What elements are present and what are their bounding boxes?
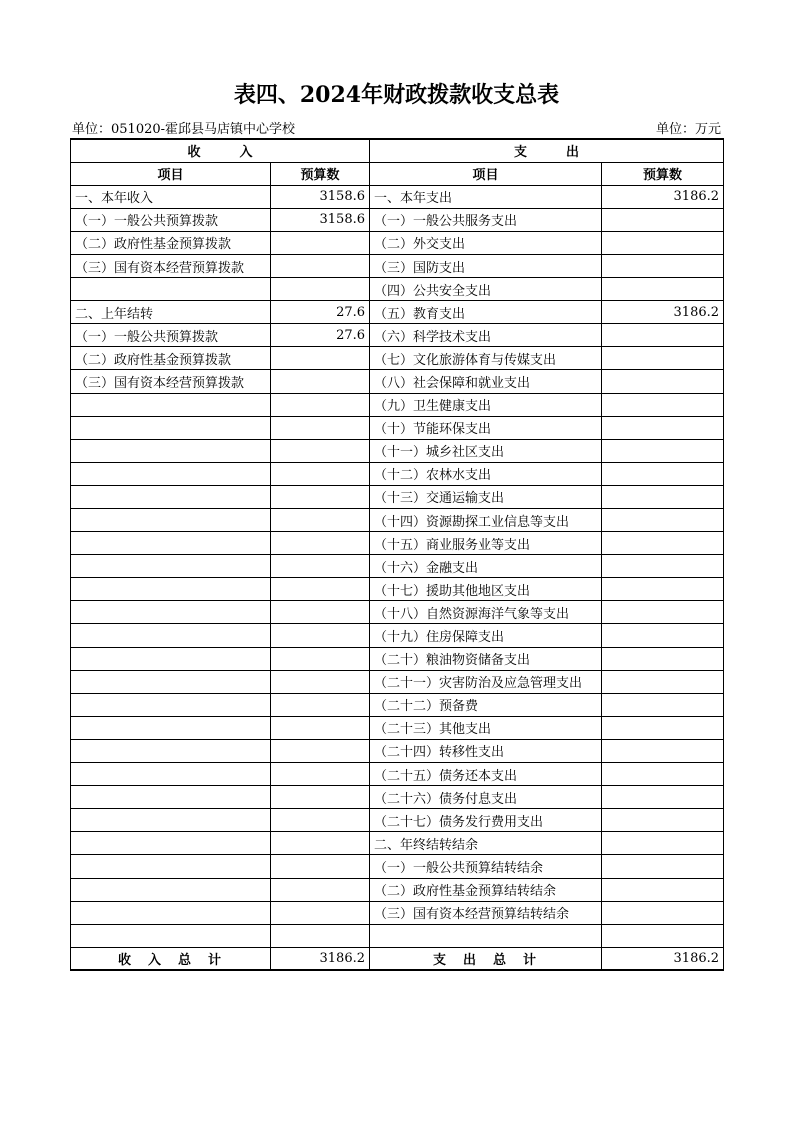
table-row [71, 624, 724, 647]
income-value-cell [271, 878, 370, 901]
income-item-cell: （二）政府性基金预算拨款 [71, 231, 271, 254]
table-row [71, 231, 724, 254]
income-value-cell [271, 416, 370, 439]
income-item-cell: （二）政府性基金预算拨款 [71, 347, 271, 370]
income-item-cell: （三）国有资本经营预算拨款 [71, 254, 271, 277]
table-row [71, 601, 724, 624]
expense-item-cell: （五）教育支出 [370, 301, 602, 324]
income-item-cell [71, 624, 271, 647]
income-item-cell [71, 393, 271, 416]
total-row [71, 947, 724, 970]
income-value-cell [271, 601, 370, 624]
expense-item-cell: （八）社会保障和就业支出 [370, 370, 602, 393]
expense-value-cell [602, 485, 724, 508]
income-value-cell [271, 786, 370, 809]
income-value-cell [271, 532, 370, 555]
income-item-cell [71, 809, 271, 832]
table-row [71, 555, 724, 578]
expense-item-cell [370, 924, 602, 947]
income-value-cell: 3158.6 [271, 208, 370, 231]
income-budget-header: 预算数 [271, 162, 370, 185]
expense-value-cell [602, 462, 724, 485]
organization-unit: 单位：051020-霍邱县马店镇中心学校 [72, 122, 296, 137]
income-value-cell [271, 670, 370, 693]
expense-value-cell [602, 647, 724, 670]
income-value-cell [271, 739, 370, 762]
income-item-cell: 二、上年结转 [71, 301, 271, 324]
income-item-cell [71, 509, 271, 532]
table-row [71, 278, 724, 301]
income-value-cell [271, 855, 370, 878]
income-item-cell [71, 786, 271, 809]
expense-item-header: 项目 [370, 162, 602, 185]
income-value-cell [271, 924, 370, 947]
income-item-cell [71, 901, 271, 924]
income-value-cell [271, 347, 370, 370]
table-row [71, 832, 724, 855]
income-item-cell [71, 878, 271, 901]
expense-item-cell: （二十一）灾害防治及应急管理支出 [370, 670, 602, 693]
currency-unit: 单位：万元 [655, 122, 721, 137]
expense-item-cell: （二十）粮油物资储备支出 [370, 647, 602, 670]
expense-total-label: 支 出 总 计 [370, 947, 602, 970]
income-item-cell [71, 855, 271, 878]
income-value-cell [271, 647, 370, 670]
table-row [71, 416, 724, 439]
income-item-cell [71, 832, 271, 855]
table-row [71, 254, 724, 277]
income-item-cell [71, 924, 271, 947]
income-value-cell: 3158.6 [271, 185, 370, 208]
expense-item-cell: （十三）交通运输支出 [370, 485, 602, 508]
expense-item-cell: （一）一般公共预算结转结余 [370, 855, 602, 878]
expense-value-cell: 3186.2 [602, 185, 724, 208]
expense-item-cell: （二十二）预备费 [370, 693, 602, 716]
expense-budget-header: 预算数 [602, 162, 724, 185]
expense-value-cell [602, 347, 724, 370]
income-item-header: 项目 [71, 162, 271, 185]
income-item-cell [71, 601, 271, 624]
expense-item-cell: （十七）援助其他地区支出 [370, 578, 602, 601]
income-value-cell [271, 809, 370, 832]
table-body [71, 185, 724, 947]
income-value-cell [271, 624, 370, 647]
table-row [71, 324, 724, 347]
expense-item-cell: （二十三）其他支出 [370, 716, 602, 739]
table-row [71, 462, 724, 485]
table-row [71, 878, 724, 901]
expense-value-cell [602, 878, 724, 901]
expense-item-cell: （二十五）债务还本支出 [370, 763, 602, 786]
income-item-cell [71, 739, 271, 762]
table-row [71, 763, 724, 786]
expense-value-cell [602, 324, 724, 347]
table-row [71, 809, 724, 832]
expense-value-cell [602, 278, 724, 301]
income-total-label: 收 入 总 计 [71, 947, 271, 970]
expense-value-cell [602, 901, 724, 924]
table-row [71, 185, 724, 208]
income-value-cell: 27.6 [271, 324, 370, 347]
expense-value-cell [602, 670, 724, 693]
expense-value-cell [602, 855, 724, 878]
income-item-cell [71, 439, 271, 462]
expense-item-cell: （十）节能环保支出 [370, 416, 602, 439]
table-row [71, 739, 724, 762]
table-row [71, 347, 724, 370]
table-row [71, 370, 724, 393]
income-item-cell [71, 693, 271, 716]
table-row [71, 716, 724, 739]
income-header: 收 入 [71, 139, 370, 162]
income-value-cell [271, 716, 370, 739]
income-item-cell [71, 647, 271, 670]
expense-item-cell: （四）公共安全支出 [370, 278, 602, 301]
income-value-cell [271, 509, 370, 532]
expense-value-cell [602, 716, 724, 739]
income-value-cell [271, 231, 370, 254]
income-value-cell [271, 485, 370, 508]
expense-item-cell: （十六）金融支出 [370, 555, 602, 578]
expense-value-cell [602, 763, 724, 786]
expense-value-cell [602, 370, 724, 393]
table-row [71, 301, 724, 324]
table-row [71, 855, 724, 878]
expense-header: 支 出 [370, 139, 724, 162]
income-item-cell: （三）国有资本经营预算拨款 [71, 370, 271, 393]
expense-item-cell: （二）外交支出 [370, 231, 602, 254]
income-item-cell [71, 716, 271, 739]
expense-item-cell: （七）文化旅游体育与传媒支出 [370, 347, 602, 370]
expense-item-cell: 一、本年支出 [370, 185, 602, 208]
expense-value-cell [602, 809, 724, 832]
income-total-value: 3186.2 [271, 947, 370, 970]
expense-value-cell [602, 231, 724, 254]
income-value-cell: 27.6 [271, 301, 370, 324]
expense-total-value: 3186.2 [602, 947, 724, 970]
table-row [71, 693, 724, 716]
expense-value-cell [602, 624, 724, 647]
expense-value-cell [602, 693, 724, 716]
expense-item-cell: （三）国防支出 [370, 254, 602, 277]
table-row [71, 208, 724, 231]
income-item-cell [71, 578, 271, 601]
expense-item-cell: （二十四）转移性支出 [370, 739, 602, 762]
income-item-cell: 一、本年收入 [71, 185, 271, 208]
expense-value-cell: 3186.2 [602, 301, 724, 324]
section-header-row [71, 139, 724, 162]
expense-value-cell [602, 739, 724, 762]
table-row [71, 786, 724, 809]
table-row [71, 393, 724, 416]
income-value-cell [271, 254, 370, 277]
income-item-cell [71, 485, 271, 508]
income-value-cell [271, 578, 370, 601]
expense-item-cell: （三）国有资本经营预算结转结余 [370, 901, 602, 924]
expense-value-cell [602, 393, 724, 416]
expense-item-cell: （二）政府性基金预算结转结余 [370, 878, 602, 901]
expense-value-cell [602, 601, 724, 624]
income-item-cell [71, 462, 271, 485]
expense-value-cell [602, 208, 724, 231]
page-title: 表四、2024年财政拨款收支总表 [233, 82, 560, 108]
income-value-cell [271, 555, 370, 578]
income-value-cell [271, 693, 370, 716]
table-row [71, 924, 724, 947]
expense-item-cell: （二十七）债务发行费用支出 [370, 809, 602, 832]
expense-value-cell [602, 439, 724, 462]
income-value-cell [271, 278, 370, 301]
table-row [71, 532, 724, 555]
table-row [71, 485, 724, 508]
expense-item-cell: （十五）商业服务业等支出 [370, 532, 602, 555]
expense-value-cell [602, 924, 724, 947]
income-item-cell [71, 670, 271, 693]
income-value-cell [271, 393, 370, 416]
expense-item-cell: （十九）住房保障支出 [370, 624, 602, 647]
income-value-cell [271, 901, 370, 924]
expense-item-cell: （六）科学技术支出 [370, 324, 602, 347]
expense-item-cell: （二十六）债务付息支出 [370, 786, 602, 809]
income-value-cell [271, 462, 370, 485]
income-value-cell [271, 763, 370, 786]
table-row [71, 439, 724, 462]
expense-value-cell [602, 578, 724, 601]
table-row [71, 509, 724, 532]
table-row [71, 670, 724, 693]
income-value-cell [271, 832, 370, 855]
expense-value-cell [602, 254, 724, 277]
expense-value-cell [602, 416, 724, 439]
expense-item-cell: （一）一般公共服务支出 [370, 208, 602, 231]
income-item-cell [71, 532, 271, 555]
income-item-cell: （一）一般公共预算拨款 [71, 208, 271, 231]
income-value-cell [271, 439, 370, 462]
expense-value-cell [602, 509, 724, 532]
expense-item-cell: （十八）自然资源海洋气象等支出 [370, 601, 602, 624]
table-row [71, 901, 724, 924]
income-item-cell [71, 278, 271, 301]
expense-item-cell: （十一）城乡社区支出 [370, 439, 602, 462]
expense-value-cell [602, 532, 724, 555]
column-header-row [71, 162, 724, 185]
expense-value-cell [602, 832, 724, 855]
income-item-cell [71, 416, 271, 439]
expense-item-cell: （九）卫生健康支出 [370, 393, 602, 416]
budget-table [70, 138, 724, 971]
expense-value-cell [602, 786, 724, 809]
income-item-cell: （一）一般公共预算拨款 [71, 324, 271, 347]
expense-item-cell: 二、年终结转结余 [370, 832, 602, 855]
income-item-cell [71, 763, 271, 786]
expense-item-cell: （十四）资源勘探工业信息等支出 [370, 509, 602, 532]
income-item-cell [71, 555, 271, 578]
income-value-cell [271, 370, 370, 393]
expense-item-cell: （十二）农林水支出 [370, 462, 602, 485]
table-row [71, 647, 724, 670]
expense-value-cell [602, 555, 724, 578]
table-row [71, 578, 724, 601]
